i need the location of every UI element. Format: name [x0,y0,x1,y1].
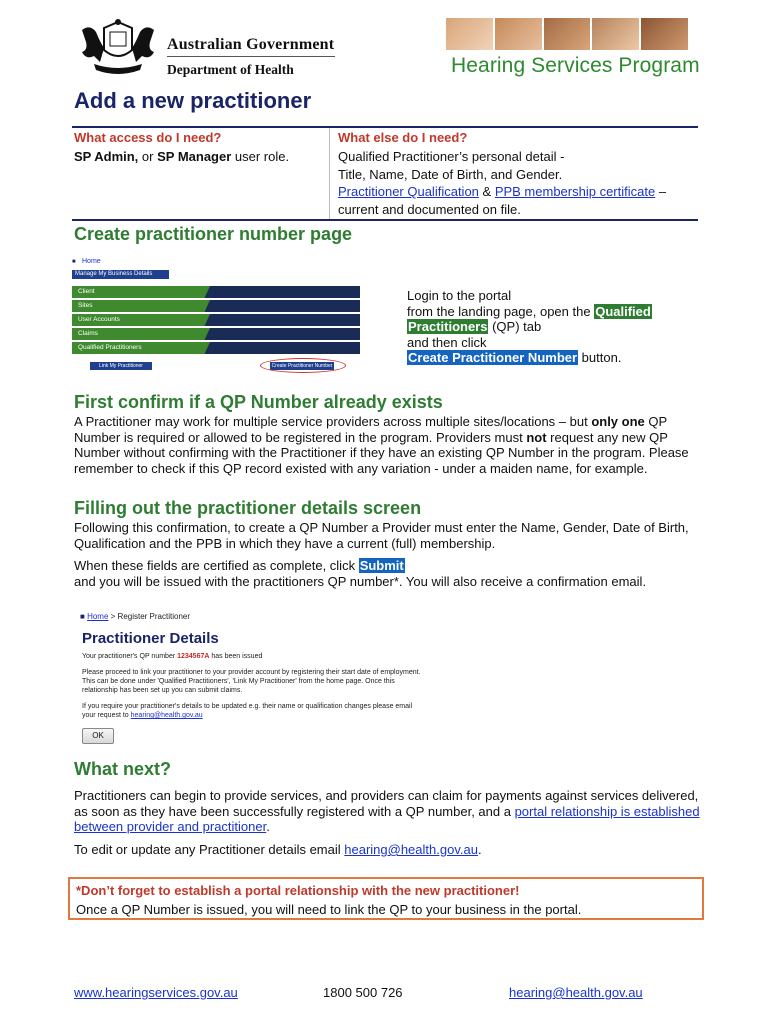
menu-item-label: Claims [78,330,98,337]
photo-strip-1 [446,18,493,50]
home-icon: ■ [80,612,85,621]
confirm-not: not [526,429,547,445]
login-line-2 [407,304,707,320]
filling-text-2a: When these fields are certified as complete, click [74,558,359,573]
next-text-2a: To edit or update any Practitioner details email [74,842,345,857]
photo-strip-5 [641,18,688,50]
filling-line-submit [74,558,706,574]
menu-item-label: Client [78,288,95,295]
government-name: Australian Government [167,36,335,53]
photo-strip-2 [495,18,542,50]
menu-item-qualified-practitioners[interactable] [72,342,360,354]
australian-government-crest-icon [74,18,162,82]
submit-highlight: Submit [359,558,404,573]
else-heading: What else do I need? [338,130,468,145]
menu-item-label: Sites [78,302,93,309]
access-heading: What access do I need? [74,130,222,145]
info-line-5 [82,711,203,720]
home-icon: ■ [72,259,76,265]
next-text-2b: . [477,842,482,857]
create-number-highlight: Create Practitioner Number [408,350,578,365]
else-line-1: Qualified Practitioner’s personal detail - [338,149,565,164]
login-instructions [407,288,707,366]
menu-item-user-accounts[interactable] [72,314,360,326]
program-title: Hearing Services Program [451,54,700,77]
login-line-3-text: (QP) tab [488,319,542,334]
confirm-only: only [591,414,619,429]
qp-issued-line [82,652,262,661]
confirm-paragraph [74,414,706,476]
info-line-1: Please proceed to link your practitioner to your provider account by registering their start date of employment. [82,669,421,676]
photo-strip-4 [592,18,639,50]
manage-business-details-button[interactable]: Manage My Business Details [72,270,169,279]
info-line-4: If you require your practitioner's details to be updated e.g. their name or qualification changes please email [82,703,413,710]
breadcrumb-home-link[interactable]: Home [87,612,109,621]
filling-paragraph-2 [74,558,706,589]
confirm-one: one [621,414,645,429]
info-line-3: relationship has been set up you can submit claims. [82,687,243,694]
callout-body: Once a QP Number is issued, you will need to link the QP to your business in the portal. [76,902,582,917]
create-practitioner-number-button[interactable]: Create Practitioner Number [271,363,333,369]
ok-button[interactable]: OK [82,728,114,744]
menu-item-label: User Accounts [78,316,120,323]
else-line-2: Title, Name, Date of Birth, and Gender. [338,166,563,182]
footer-email-link[interactable]: hearing@health.gov.au [509,985,643,1000]
else-dash: – [655,184,667,199]
filling-paragraph-1: Following this confirmation, to create a QP Number a Provider must enter the Name, Gender, Date of Birth, Qualification and the PPB in which they have a current (full) membership. [74,520,689,551]
footer-website-link[interactable]: www.hearingservices.gov.au [74,985,238,1000]
table-column-divider [329,128,330,219]
hearing-email-link[interactable]: hearing@health.gov.au [344,842,478,857]
filling-section-heading: Filling out the practitioner details screen [74,498,422,518]
create-section-heading: Create practitioner number page [74,224,353,244]
else-line-4: current and documented on file. [338,201,521,217]
breadcrumb [80,612,190,621]
header-divider [167,56,335,57]
practitioner-qualification-link[interactable]: Practitioner Qualification [338,184,479,199]
portal-menu [72,286,360,356]
portal-home-link[interactable]: Home [82,258,101,265]
info-line-5-text: your request to [82,712,131,719]
next-paragraph-2 [74,842,706,858]
login-line-2-text: from the landing page, open the [407,303,595,319]
qualified-highlight: Qualified [595,303,651,319]
link-my-practitioner-button[interactable]: Link My Practitioner [90,362,152,370]
next-section-heading: What next? [74,759,171,779]
role-or: or [138,149,158,164]
login-line-5 [407,350,707,366]
practitioners-highlight: Practitioners [408,319,488,334]
info-line-2: This can be done under 'Qualified Practitioners', 'Link My Practitioner' from the home page. Once this [82,678,395,685]
qp-issued-text-a: Your practitioner's QP number [82,653,178,660]
department-name: Department of Health [167,62,294,77]
next-paragraph-1 [74,788,706,835]
else-line-3 [338,183,698,201]
callout-heading: *Don’t forget to establish a portal relationship with the new practitioner! [76,883,520,898]
menu-item-sites[interactable] [72,300,360,312]
table-bottom-rule [72,219,698,221]
program-photo-banner [446,18,688,50]
login-line-1: Login to the portal [407,288,512,303]
confirm-text-1: A Practitioner may work for multiple service providers across multiple sites/locations – but [74,414,592,429]
reminder-callout [68,877,704,920]
next-text-1a: Practitioners can begin to provide services, and providers can claim for payments against services delivered, as soon as they have been successfully registered with a QP number, and a [74,788,699,819]
photo-strip-3 [544,18,591,50]
qp-number: 1234567A [177,653,210,660]
table-top-rule [72,126,698,128]
page-title: Add a new practitioner [74,88,312,113]
filling-text-2b: and you will be issued with the practitioners QP number*. You will also receive a confirmation email. [74,573,647,589]
menu-item-client[interactable] [72,286,360,298]
footer-phone: 1800 500 726 [323,985,403,1000]
confirm-text-2: QP Number is required or allowed to be registered in the program. Providers must [74,414,667,445]
qp-issued-text-b: has been issued [209,653,263,660]
menu-item-claims[interactable] [72,328,360,340]
confirm-text-3: request any new QP Number without confirming with the Practitioner if they have an existing QP Number in the program. Please remember to check if this QP record existed with any variation - under a maiden name, for example. [74,429,689,476]
login-line-4: and then click [407,334,487,350]
role-rest: user role. [231,149,290,164]
breadcrumb-current: > Register Practitioner [108,612,191,621]
practitioner-details-screenshot [80,612,520,748]
access-text [74,148,314,166]
ppb-certificate-link[interactable]: PPB membership certificate [494,184,656,199]
highlight-oval [260,358,346,373]
confirm-section-heading: First confirm if a QP Number already exists [74,392,443,412]
login-line-5-text: button. [578,350,622,365]
practitioner-details-title: Practitioner Details [82,630,219,647]
menu-item-label: Qualified Practitioners [78,344,142,351]
else-amp: & [478,184,495,199]
screenshot-email-link[interactable]: hearing@health.gov.au [130,712,203,719]
role-sp-manager: SP Manager [157,149,232,164]
role-sp-admin: SP Admin, [74,149,139,164]
login-line-3 [407,319,707,335]
portal-landing-screenshot [72,258,365,376]
next-text-1b: . [266,819,270,834]
else-text [338,148,698,218]
portal-relationship-link[interactable]: portal relationship is established between provider and practitioner [74,803,700,834]
